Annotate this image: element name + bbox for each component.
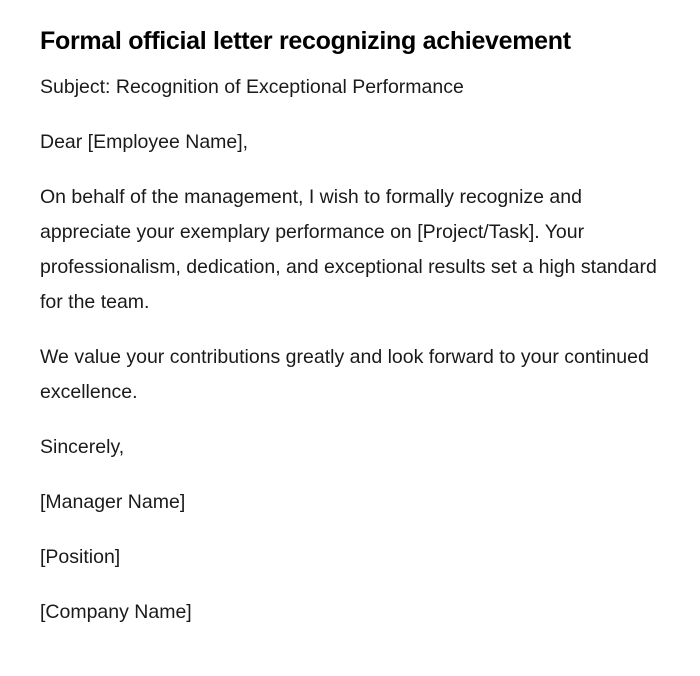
letter-greeting: Dear [Employee Name],: [40, 131, 249, 153]
signature-company: [Company Name]: [40, 601, 192, 623]
letter-title: Formal official letter recognizing achievement: [40, 27, 571, 55]
signature-name: [Manager Name]: [40, 491, 186, 513]
signature-position: [Position]: [40, 546, 121, 568]
letter-closing: Sincerely,: [40, 436, 125, 458]
letter-body-paragraph-2: We value your contributions greatly and look forward to your continued excellence.: [40, 346, 649, 403]
letter-subject: Subject: Recognition of Exceptional Performance: [40, 76, 464, 98]
letter-body-paragraph-1: On behalf of the management, I wish to formally recognize and appreciate your exemplary performance on [Project/Task]. Your professionalism, dedication, and exceptional results set a high standard for the team.: [40, 186, 657, 313]
